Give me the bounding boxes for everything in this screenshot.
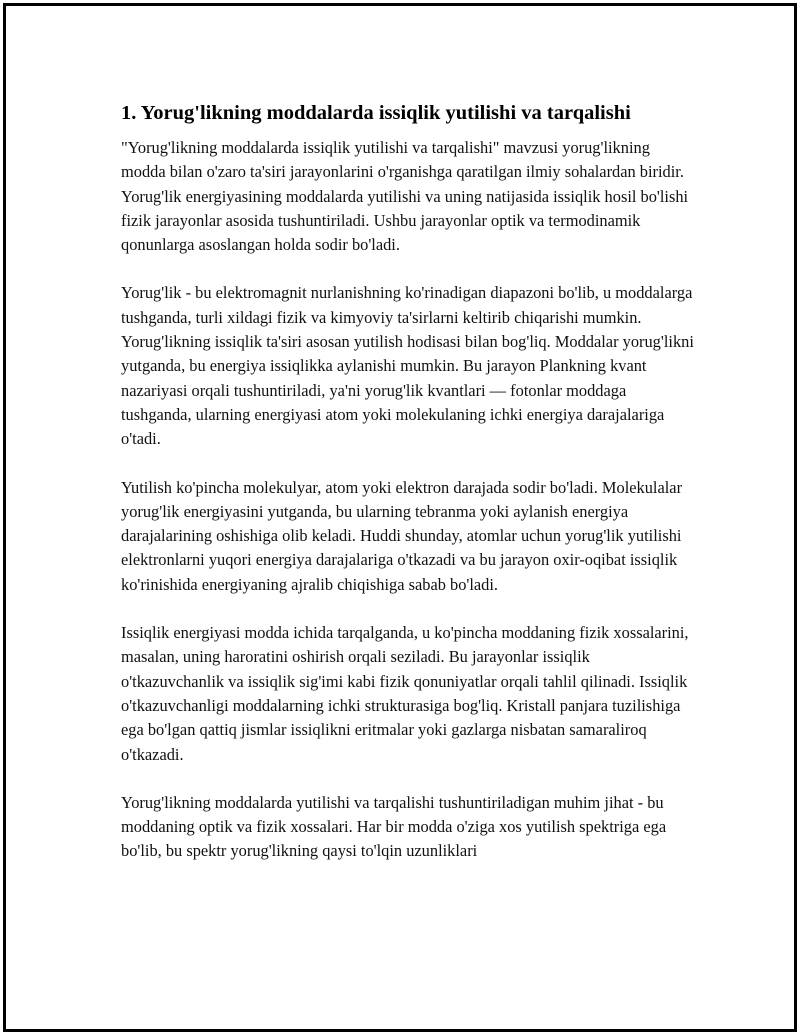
section-heading: 1. Yorug'likning moddalarda issiqlik yutilishi va tarqalishi: [121, 102, 631, 124]
page-frame: [3, 3, 797, 1032]
paragraph-heat-distribution: Issiqlik energiyasi modda ichida tarqalganda, u ko'pincha moddaning fizik xossalarini, masalan, uning haroratini oshirish orqali seziladi. Bu jarayonlar issiqlik o'tkazuvchanlik va issiqlik sig'imi kabi fizik qonuniyatlar orqali tahlil qilinadi. Issiqlik o'tkazuvchanligi moddalarning ichki strukturasiga bog'liq. Kristall panjara tuzilishiga ega bo'lgan qattiq jismlar issiqlikni eritmalar yoki gazlarga nisbatan samaraliroq o'tkazadi.: [121, 623, 689, 764]
document-body: [121, 98, 696, 888]
paragraph-light-definition: Yorug'lik - bu elektromagnit nurlanishning ko'rinadigan diapazoni bo'lib, u moddalarga tushganda, turli xildagi fizik va kimyoviy ta'sirlarni keltirib chiqarishi mumkin. Yorug'likning issiqlik ta'siri asosan yutilish hodisasi bilan bog'liq. Moddalar yorug'likni yutganda, bu energiya issiqlikka aylanishi mumkin. Bu jarayon Plankning kvant nazariyasi orqali tushuntiriladi, ya'ni yorug'lik kvantlari — fotonlar moddaga tushganda, ularning energiyasi atom yoki molekulaning ichki energiya darajalariga o'tadi.: [121, 283, 694, 449]
paragraph-optical-properties: Yorug'likning moddalarda yutilishi va tarqalishi tushuntiriladigan muhim jihat - bu moddaning optik va fizik xossalari. Har bir modda o'ziga xos yutilish spektriga ega bo'lib, bu spektr yorug'likning qaysi to'lqin uzunliklari: [121, 792, 667, 861]
paragraph-absorption-levels: Yutilish ko'pincha molekulyar, atom yoki elektron darajada sodir bo'ladi. Molekulalar yorug'lik energiyasini yutganda, bu ularning tebranma yoki aylanish energiya darajalarining oshishiga olib keladi. Huddi shunday, atomlar uchun yorug'lik yutilishi elektronlarni yuqori energiya darajalariga o'tkazadi va bu jarayon oxir-oqibat issiqlik ko'rinishida energiyaning ajralib chiqishiga sabab bo'ladi.: [121, 477, 683, 594]
paragraph-intro: "Yorug'likning moddalarda issiqlik yutilishi va tarqalishi" mavzusi yorug'likning modda bilan o'zaro ta'siri jarayonlarini o'rganishga qaratilgan ilmiy sohalardan biridir. Yorug'lik energiyasining moddalarda yutilishi va uning natijasida issiqlik hosil bo'lishi fizik jarayonlar asosida tushuntiriladi. Ushbu jarayonlar optik va termodinamik qonunlarga asoslangan holda sodir bo'ladi.: [121, 138, 689, 255]
